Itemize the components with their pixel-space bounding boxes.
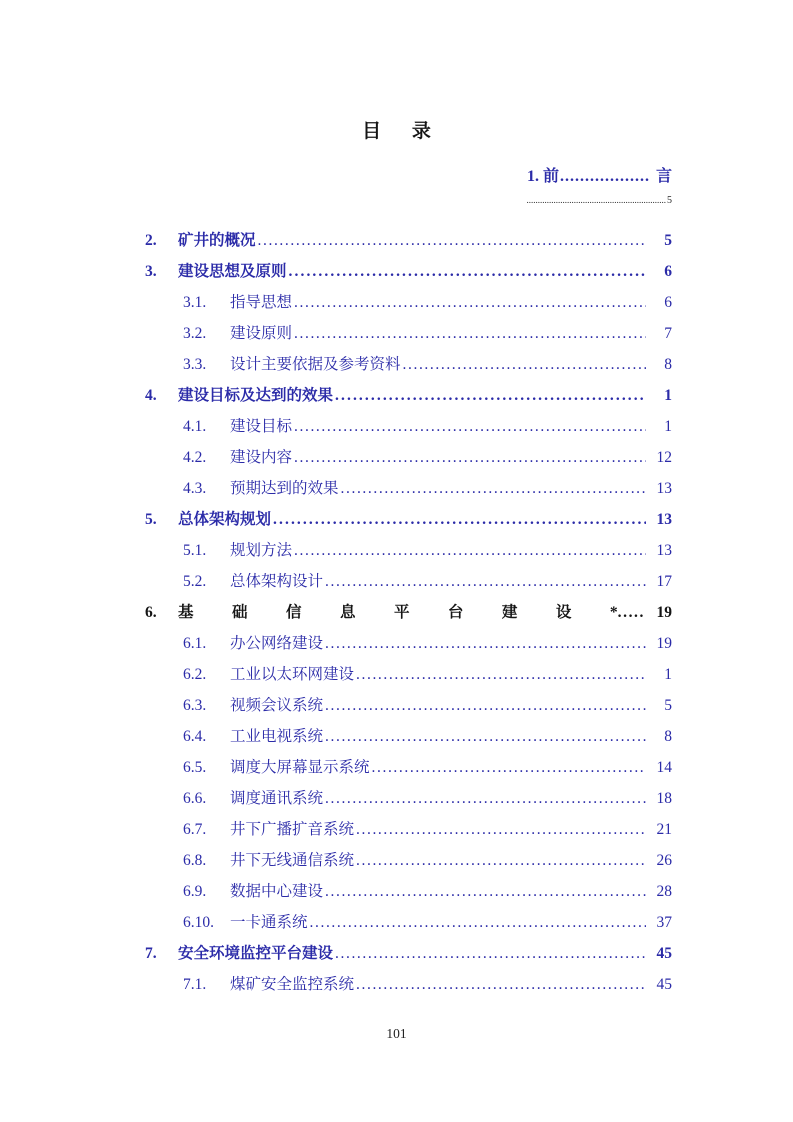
toc-row[interactable]: [145, 386, 672, 405]
toc-row-title: 建设内容: [230, 449, 293, 466]
toc-row-number: 7.1.: [183, 976, 207, 993]
toc-entry-1-overflow[interactable]: [145, 195, 672, 206]
toc-row-number: 6.7.: [183, 821, 207, 838]
toc-row-leader: .....: [617, 604, 645, 621]
toc-row-leader: [294, 324, 646, 343]
toc-row-number: 3.1.: [183, 294, 207, 311]
toc-row-title: 指导思想: [230, 294, 293, 311]
toc-row-number: 4.: [145, 387, 157, 404]
toc-row-title: 建设思想及原则: [178, 263, 287, 280]
toc-row-leader: [325, 727, 646, 746]
toc-list: [145, 231, 672, 994]
toc-row-page-number: 26: [656, 852, 672, 869]
toc-row[interactable]: [145, 355, 672, 374]
toc-row-title: 煤矿安全监控系统: [230, 976, 355, 993]
toc-row-leader: [310, 913, 646, 932]
toc-row-page-number: 8: [664, 356, 672, 373]
toc-row[interactable]: [145, 479, 672, 498]
toc-row-leader: [294, 448, 646, 467]
toc-row-number: 5.2.: [183, 573, 207, 590]
toc-entry-1-text-end: 言: [655, 168, 672, 185]
toc-row-leader: [325, 634, 646, 653]
toc-row-page-number: 14: [656, 759, 672, 776]
toc-row-title: 安全环境监控平台建设: [178, 945, 334, 962]
toc-row-leader: [335, 386, 646, 405]
toc-row-leader: [341, 479, 646, 498]
toc-row-leader: [403, 355, 646, 374]
toc-row-leader: [335, 944, 646, 963]
toc-row[interactable]: [145, 882, 672, 901]
toc-row[interactable]: [145, 696, 672, 715]
toc-row-title: 井下广播扩音系统: [230, 821, 355, 838]
toc-row-title: 井下无线通信系统: [230, 852, 355, 869]
toc-row-leader: [289, 262, 646, 281]
toc-row-title: 数据中心建设: [230, 883, 324, 900]
toc-row-title: 一卡通系统: [230, 914, 308, 931]
toc-row-number: 6.6.: [183, 790, 207, 807]
toc-row[interactable]: [145, 789, 672, 808]
toc-row-number: 3.3.: [183, 356, 207, 373]
toc-row-title: 总体架构规划: [178, 511, 272, 528]
toc-title-char: 建: [501, 604, 518, 621]
toc-row-leader: [325, 882, 646, 901]
toc-row-page-number: 5: [664, 232, 672, 249]
toc-row[interactable]: [145, 665, 672, 684]
toc-row-number: 6.9.: [183, 883, 207, 900]
toc-row-leader: [258, 231, 646, 250]
toc-row-number: 7.: [145, 945, 157, 962]
toc-row-title: 办公网络建设: [230, 635, 324, 652]
toc-title-char: 信: [285, 604, 302, 621]
toc-title-char: 息: [339, 604, 356, 621]
toc-row-leader: [294, 541, 646, 560]
toc-row-title: 预期达到的效果: [230, 480, 339, 497]
toc-row-page-number: 1: [664, 666, 672, 683]
toc-row-number: 6.8.: [183, 852, 207, 869]
asterisk-marker: *: [609, 604, 618, 621]
toc-row[interactable]: [145, 510, 672, 529]
toc-row-title: 建设目标及达到的效果: [178, 387, 334, 404]
toc-row-title: 建设目标: [230, 418, 293, 435]
toc-row-title: 工业电视系统: [230, 728, 324, 745]
toc-row[interactable]: [145, 944, 672, 963]
toc-row-page-number: 5: [664, 697, 672, 714]
toc-row-page-number: 6: [664, 263, 672, 280]
toc-title-char: 平: [393, 604, 410, 621]
toc-row-page-number: 19: [656, 604, 672, 621]
toc-row[interactable]: [145, 417, 672, 436]
toc-title-char: 础: [231, 604, 248, 621]
toc-row-page-number: 12: [656, 449, 672, 466]
toc-row[interactable]: [145, 758, 672, 777]
toc-row[interactable]: [145, 851, 672, 870]
toc-row-leader: [356, 851, 646, 870]
toc-row-number: 6.2.: [183, 666, 207, 683]
toc-entry-1-text-start: 前: [542, 168, 559, 185]
toc-row-number: 5.: [145, 511, 157, 528]
toc-title: 目 录: [362, 121, 431, 142]
toc-row-leader: [294, 417, 646, 436]
toc-row-title: 设计主要依据及参考资料: [230, 356, 401, 373]
toc-row-page-number: 13: [656, 511, 672, 528]
toc-entry-1-overflow-page: 5: [667, 195, 672, 206]
toc-row[interactable]: [145, 572, 672, 591]
toc-row-number: 6.10.: [183, 914, 214, 931]
toc-row-title: 建设原则: [230, 325, 293, 342]
toc-row-title: 视频会议系统: [230, 697, 324, 714]
toc-row[interactable]: [145, 293, 672, 312]
toc-row-number: 6.4.: [183, 728, 207, 745]
toc-row-number: 6.1.: [183, 635, 207, 652]
toc-row-page-number: 19: [656, 635, 672, 652]
toc-row-page-number: 1: [664, 418, 672, 435]
toc-row-page-number: 18: [656, 790, 672, 807]
toc-row-page-number: 8: [664, 728, 672, 745]
toc-row-title: 总体架构设计: [230, 573, 324, 590]
toc-row-number: 4.3.: [183, 480, 207, 497]
toc-row[interactable]: [145, 727, 672, 746]
toc-row-page-number: 28: [656, 883, 672, 900]
toc-title-char: 基: [178, 604, 194, 621]
toc-row[interactable]: [145, 448, 672, 467]
toc-row-page-number: 17: [656, 573, 672, 590]
toc-title-char: 台: [447, 604, 464, 621]
toc-row[interactable]: [145, 820, 672, 839]
toc-row-number: 6.3.: [183, 697, 207, 714]
toc-row-number: 6.: [145, 604, 157, 621]
toc-row-title: 调度通讯系统: [230, 790, 324, 807]
toc-row-number: 3.: [145, 263, 157, 280]
toc-row[interactable]: [145, 603, 672, 622]
toc-row-number: 4.2.: [183, 449, 207, 466]
toc-row-number: 5.1.: [183, 542, 207, 559]
toc-row-leader: [356, 820, 646, 839]
toc-row-leader: [325, 789, 646, 808]
toc-row-page-number: 45: [656, 976, 672, 993]
toc-row-leader: [325, 696, 646, 715]
footer-page-number: 101: [386, 1026, 407, 1041]
toc-title-char: 设: [555, 604, 572, 621]
toc-row-page-number: 21: [656, 821, 672, 838]
toc-row-number: 2.: [145, 232, 157, 249]
toc-row-number: 6.5.: [183, 759, 207, 776]
toc-entry-1-leader: ..................: [559, 168, 650, 185]
toc-row[interactable]: [145, 913, 672, 932]
toc-row-page-number: 7: [664, 325, 672, 342]
toc-row-number: 4.1.: [183, 418, 207, 435]
toc-row[interactable]: [145, 541, 672, 560]
toc-entry-1-number: 1.: [526, 168, 539, 185]
toc-row-leader: [372, 758, 646, 777]
toc-row-leader: [294, 293, 646, 312]
toc-row-number: 3.2.: [183, 325, 207, 342]
toc-entry-1[interactable]: [145, 163, 672, 186]
toc-row-page-number: 13: [656, 542, 672, 559]
toc-row-page-number: 37: [656, 914, 672, 931]
toc-row-title: 规划方法: [230, 542, 293, 559]
toc-row[interactable]: [145, 262, 672, 281]
toc-row-page-number: 13: [656, 480, 672, 497]
toc-row-title: [178, 603, 618, 622]
toc-row-title: 工业以太环网建设: [230, 666, 355, 683]
toc-row-leader: [356, 665, 646, 684]
toc-row-leader: [273, 510, 646, 529]
toc-row-page-number: 1: [664, 387, 672, 404]
toc-row-leader: [325, 572, 646, 591]
toc-row[interactable]: [145, 634, 672, 653]
toc-row-title: 调度大屏幕显示系统: [230, 759, 370, 776]
toc-row-title: 矿井的概况: [178, 232, 256, 249]
toc-row[interactable]: [145, 975, 672, 994]
toc-row-leader: [356, 975, 646, 994]
toc-row-page-number: 45: [656, 945, 672, 962]
toc-row[interactable]: [145, 231, 672, 250]
toc-row-page-number: 6: [664, 294, 672, 311]
toc-entry-1-overflow-dots: ..............................................................: [526, 195, 666, 205]
toc-row[interactable]: [145, 324, 672, 343]
